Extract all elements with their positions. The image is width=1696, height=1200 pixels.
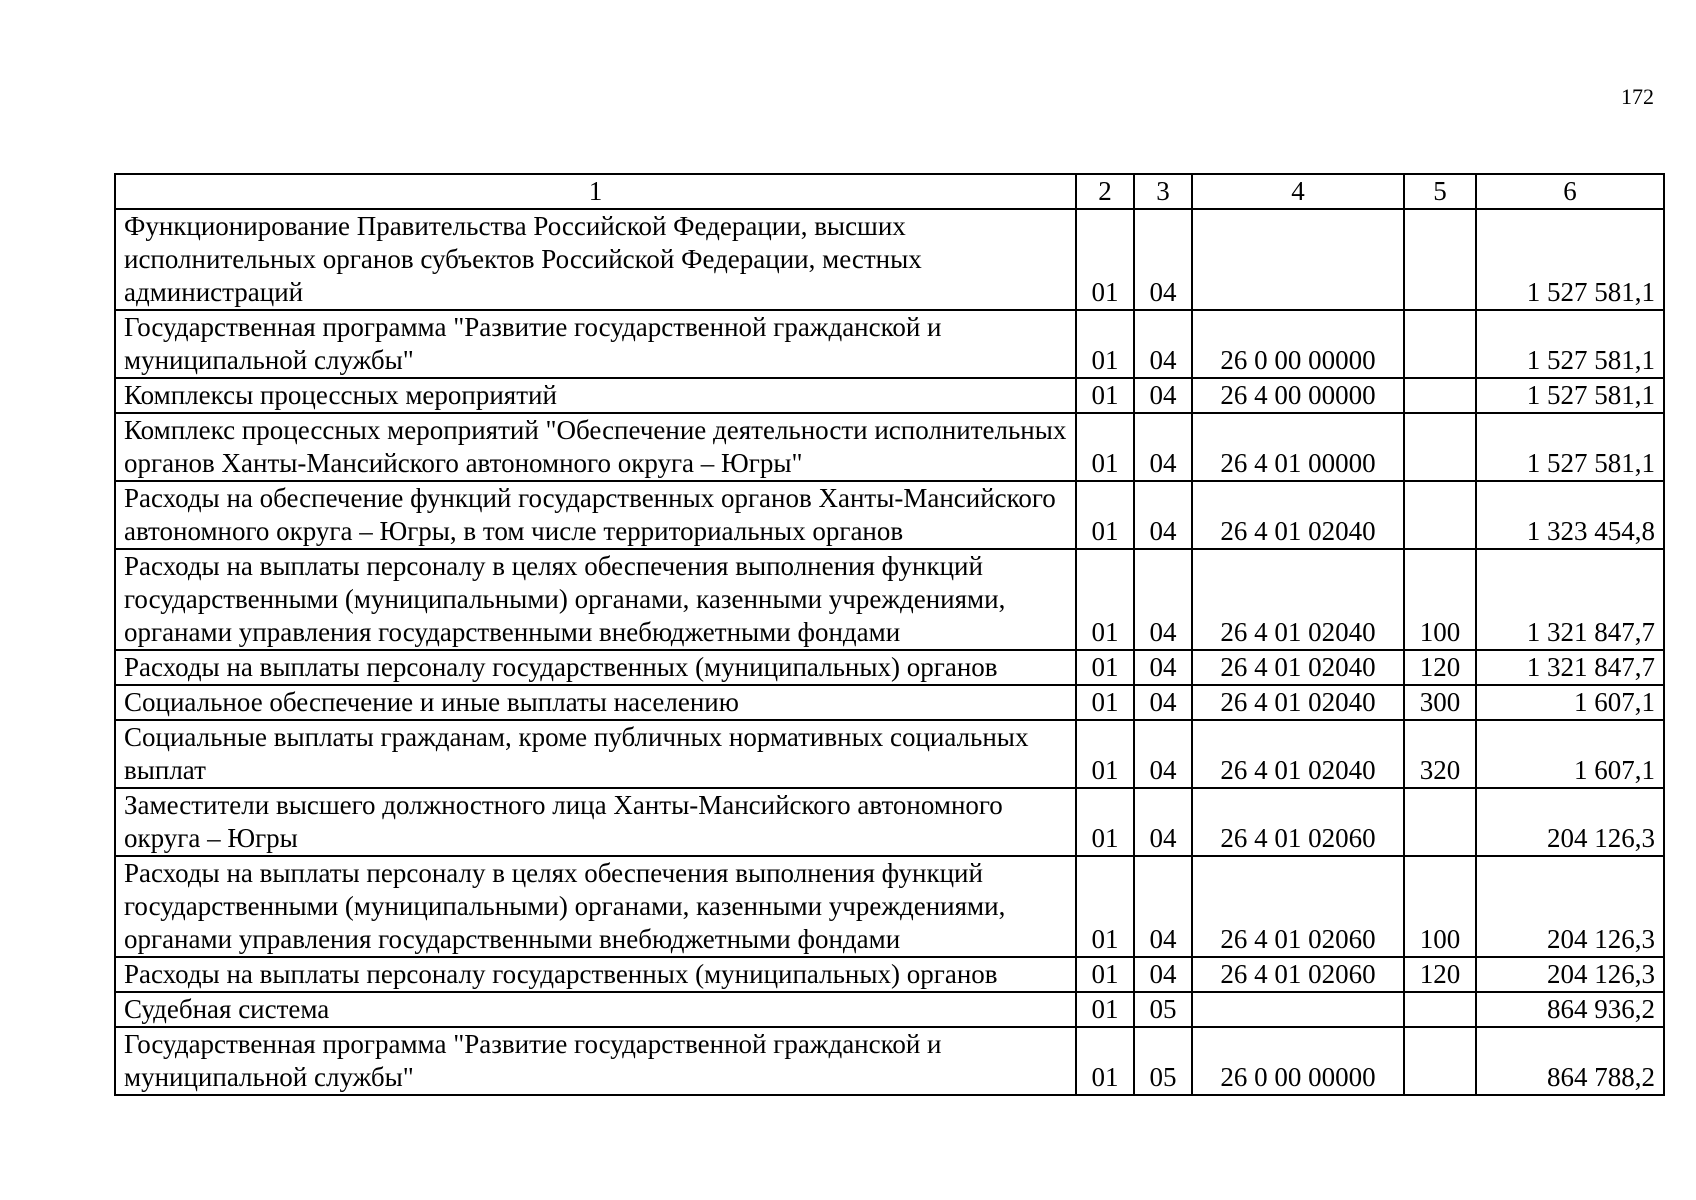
header-cell-section: 2 bbox=[1076, 174, 1134, 209]
row-target: 26 4 01 02060 bbox=[1192, 856, 1404, 957]
row-subsection: 04 bbox=[1134, 549, 1192, 650]
row-expense-type bbox=[1404, 378, 1476, 413]
row-target: 26 4 01 02040 bbox=[1192, 650, 1404, 685]
row-section: 01 bbox=[1076, 992, 1134, 1027]
row-expense-type: 120 bbox=[1404, 650, 1476, 685]
row-name: Государственная программа "Развитие государственной гражданской и муниципальной службы" bbox=[115, 1027, 1076, 1095]
page-number: 172 bbox=[1621, 84, 1654, 109]
row-amount: 204 126,3 bbox=[1476, 957, 1664, 992]
row-name: Расходы на выплаты персоналу государственных (муниципальных) органов bbox=[115, 650, 1076, 685]
row-target: 26 4 00 00000 bbox=[1192, 378, 1404, 413]
row-section: 01 bbox=[1076, 650, 1134, 685]
row-target bbox=[1192, 209, 1404, 310]
row-section: 01 bbox=[1076, 788, 1134, 856]
row-section: 01 bbox=[1076, 957, 1134, 992]
row-amount: 1 607,1 bbox=[1476, 720, 1664, 788]
row-subsection: 04 bbox=[1134, 650, 1192, 685]
row-name: Комплекс процессных мероприятий "Обеспечение деятельности исполнительных органов Ханты-Мансийского автономного округа – Югры" bbox=[115, 413, 1076, 481]
row-expense-type bbox=[1404, 481, 1476, 549]
row-section: 01 bbox=[1076, 856, 1134, 957]
row-expense-type: 120 bbox=[1404, 957, 1476, 992]
row-section: 01 bbox=[1076, 1027, 1134, 1095]
row-name: Комплексы процессных мероприятий bbox=[115, 378, 1076, 413]
row-target: 26 4 01 02060 bbox=[1192, 957, 1404, 992]
row-name: Расходы на обеспечение функций государственных органов Ханты-Мансийского автономного округа – Югры, в том числе территориальных органов bbox=[115, 481, 1076, 549]
row-target: 26 4 01 02040 bbox=[1192, 481, 1404, 549]
table-row bbox=[115, 549, 1664, 650]
row-section: 01 bbox=[1076, 209, 1134, 310]
row-target: 26 4 01 02040 bbox=[1192, 685, 1404, 720]
row-section: 01 bbox=[1076, 720, 1134, 788]
row-name: Функционирование Правительства Российской Федерации, высших исполнительных органов субъектов Российской Федерации, местных администраций bbox=[115, 209, 1076, 310]
row-amount: 1 323 454,8 bbox=[1476, 481, 1664, 549]
row-section: 01 bbox=[1076, 413, 1134, 481]
header-cell-expense-type: 5 bbox=[1404, 174, 1476, 209]
row-subsection: 05 bbox=[1134, 992, 1192, 1027]
row-amount: 1 527 581,1 bbox=[1476, 209, 1664, 310]
row-target bbox=[1192, 992, 1404, 1027]
table-row bbox=[115, 209, 1664, 310]
row-amount: 1 527 581,1 bbox=[1476, 378, 1664, 413]
table-row bbox=[115, 685, 1664, 720]
row-subsection: 04 bbox=[1134, 856, 1192, 957]
row-name: Социальное обеспечение и иные выплаты населению bbox=[115, 685, 1076, 720]
row-subsection: 04 bbox=[1134, 413, 1192, 481]
row-expense-type: 100 bbox=[1404, 549, 1476, 650]
header-cell-target: 4 bbox=[1192, 174, 1404, 209]
row-section: 01 bbox=[1076, 378, 1134, 413]
row-name: Расходы на выплаты персоналу в целях обеспечения выполнения функций государственными (муниципальными) органами, казенными учреждениями, органами управления государственными внебюджетными фондами bbox=[115, 856, 1076, 957]
table-row bbox=[115, 1027, 1664, 1095]
row-amount: 1 527 581,1 bbox=[1476, 413, 1664, 481]
table-row bbox=[115, 310, 1664, 378]
row-subsection: 04 bbox=[1134, 788, 1192, 856]
row-subsection: 04 bbox=[1134, 209, 1192, 310]
row-amount: 204 126,3 bbox=[1476, 788, 1664, 856]
table-row bbox=[115, 720, 1664, 788]
row-target: 26 0 00 00000 bbox=[1192, 310, 1404, 378]
row-target: 26 4 01 02040 bbox=[1192, 549, 1404, 650]
row-subsection: 04 bbox=[1134, 685, 1192, 720]
header-cell-subsection: 3 bbox=[1134, 174, 1192, 209]
row-name: Государственная программа "Развитие государственной гражданской и муниципальной службы" bbox=[115, 310, 1076, 378]
table-row bbox=[115, 856, 1664, 957]
row-subsection: 04 bbox=[1134, 720, 1192, 788]
table-row bbox=[115, 788, 1664, 856]
row-name: Заместители высшего должностного лица Ханты-Мансийского автономного округа – Югры bbox=[115, 788, 1076, 856]
table-row bbox=[115, 378, 1664, 413]
budget-table bbox=[114, 173, 1665, 1096]
row-amount: 204 126,3 bbox=[1476, 856, 1664, 957]
row-target: 26 4 01 02060 bbox=[1192, 788, 1404, 856]
row-expense-type bbox=[1404, 992, 1476, 1027]
header-row bbox=[115, 174, 1664, 209]
row-expense-type: 320 bbox=[1404, 720, 1476, 788]
row-name: Социальные выплаты гражданам, кроме публичных нормативных социальных выплат bbox=[115, 720, 1076, 788]
row-expense-type: 100 bbox=[1404, 856, 1476, 957]
header-cell-amount: 6 bbox=[1476, 174, 1664, 209]
row-section: 01 bbox=[1076, 481, 1134, 549]
row-amount: 1 527 581,1 bbox=[1476, 310, 1664, 378]
row-subsection: 04 bbox=[1134, 310, 1192, 378]
row-target: 26 4 01 00000 bbox=[1192, 413, 1404, 481]
row-target: 26 0 00 00000 bbox=[1192, 1027, 1404, 1095]
row-expense-type bbox=[1404, 413, 1476, 481]
table-row bbox=[115, 957, 1664, 992]
row-subsection: 04 bbox=[1134, 378, 1192, 413]
table-row bbox=[115, 992, 1664, 1027]
row-expense-type bbox=[1404, 1027, 1476, 1095]
row-section: 01 bbox=[1076, 685, 1134, 720]
row-name: Судебная система bbox=[115, 992, 1076, 1027]
row-amount: 1 607,1 bbox=[1476, 685, 1664, 720]
row-name: Расходы на выплаты персоналу государственных (муниципальных) органов bbox=[115, 957, 1076, 992]
row-expense-type bbox=[1404, 788, 1476, 856]
row-amount: 1 321 847,7 bbox=[1476, 549, 1664, 650]
row-amount: 864 936,2 bbox=[1476, 992, 1664, 1027]
row-target: 26 4 01 02040 bbox=[1192, 720, 1404, 788]
row-expense-type: 300 bbox=[1404, 685, 1476, 720]
table-row bbox=[115, 650, 1664, 685]
header-cell-name: 1 bbox=[115, 174, 1076, 209]
row-subsection: 04 bbox=[1134, 481, 1192, 549]
row-section: 01 bbox=[1076, 549, 1134, 650]
row-name: Расходы на выплаты персоналу в целях обеспечения выполнения функций государственными (муниципальными) органами, казенными учреждениями, органами управления государственными внебюджетными фондами bbox=[115, 549, 1076, 650]
row-subsection: 05 bbox=[1134, 1027, 1192, 1095]
row-amount: 864 788,2 bbox=[1476, 1027, 1664, 1095]
table-row bbox=[115, 413, 1664, 481]
table-row bbox=[115, 481, 1664, 549]
row-expense-type bbox=[1404, 209, 1476, 310]
row-amount: 1 321 847,7 bbox=[1476, 650, 1664, 685]
row-expense-type bbox=[1404, 310, 1476, 378]
row-section: 01 bbox=[1076, 310, 1134, 378]
row-subsection: 04 bbox=[1134, 957, 1192, 992]
